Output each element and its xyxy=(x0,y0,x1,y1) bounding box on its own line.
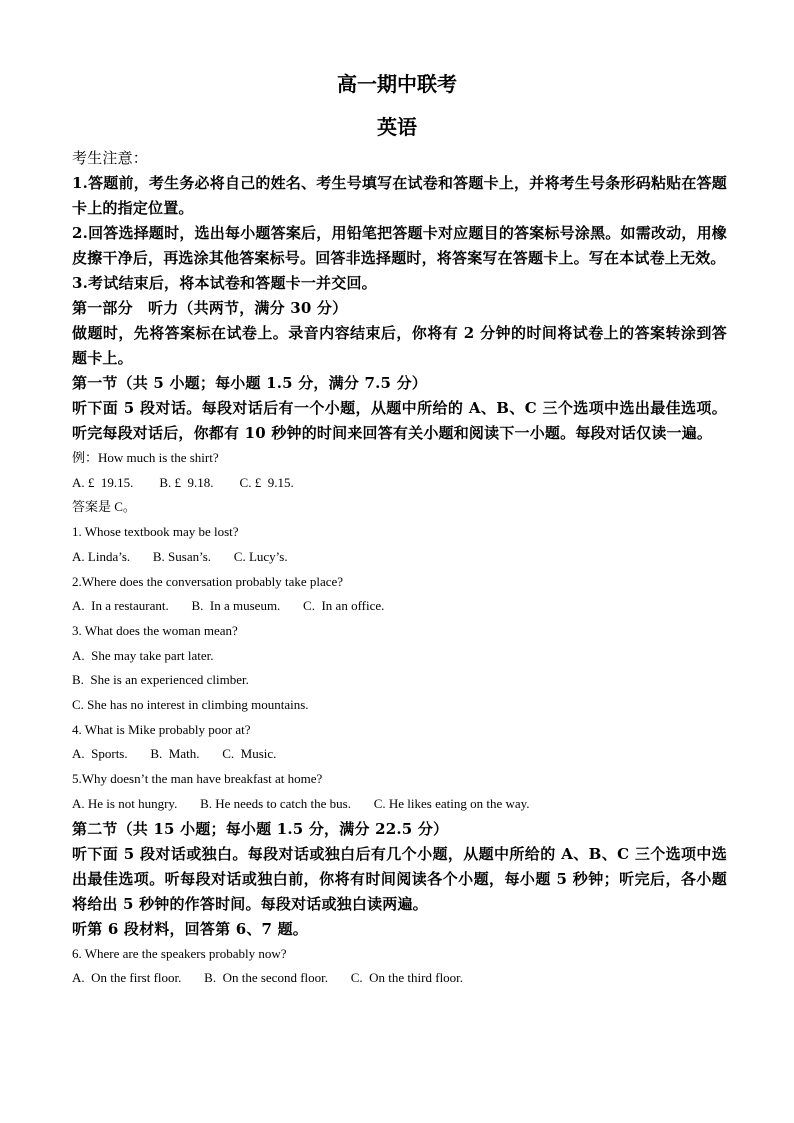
notice-item-2: 2.回答选择题时，选出每小题答案后，用铅笔把答题卡对应题目的答案标号涂黑。如需改动，用橡皮擦干净后，再选涂其他答案标号。回答非选择题时，将答案写在答题卡上。写在本试卷上无效。 xyxy=(72,224,727,267)
question-5-options: A. He is not hungry. B. He needs to catch the bus. C. He likes eating on the way. xyxy=(72,795,530,811)
question-4: 4. What is Mike probably poor at? xyxy=(72,721,251,737)
example-question: 例：How much is the shirt? xyxy=(72,450,219,465)
question-3-option-c: C. She has no interest in climbing mountains. xyxy=(72,697,309,713)
question-5: 5.Why doesn’t the man have breakfast at home? xyxy=(72,771,323,787)
section2-instruction: 听下面 5 段对话或独白。每段对话或独白后有几个小题，从题中所给的 A、B、C 三个选项中选出最佳选项。听每段对话或独白前，你将有时间阅读各个小题，每小题 5 秒钟；听完后，各小题将给出 5 秒钟的作答时间。每段对话或独白读两遍。 xyxy=(72,844,727,913)
exam-content xyxy=(72,146,727,991)
notice-heading: 考生注意： xyxy=(72,149,149,167)
section2-heading: 第二节（共 15 小题；每小题 1.5 分，满分 22.5 分） xyxy=(72,819,449,838)
question-2-options: A. In a restaurant. B. In a museum. C. In an office. xyxy=(72,598,385,614)
part1-instruction: 做题时，先将答案标在试卷上。录音内容结束后，你将有 2 分钟的时间将试卷上的答案转涂到答题卡上。 xyxy=(72,324,727,367)
notice-item-3: 3.考试结束后，将本试卷和答题卡一并交回。 xyxy=(72,274,377,292)
example-answer: 答案是 C。 xyxy=(72,499,136,515)
exam-title: 高一期中联考 xyxy=(337,72,457,96)
section1-heading: 第一节（共 5 小题；每小题 1.5 分，满分 7.5 分） xyxy=(72,374,427,392)
exam-subject: 英语 xyxy=(377,115,417,139)
question-3-option-b: B. She is an experienced climber. xyxy=(72,672,249,688)
question-6-options: A. On the first floor. B. On the second floor. C. On the third floor. xyxy=(72,970,464,986)
example-options: A. £ 19.15. B. £ 9.18. C. £ 9.15. xyxy=(72,474,294,490)
material-6-heading: 听第 6 段材料，回答第 6、7 题。 xyxy=(72,919,309,938)
section1-instruction: 听下面 5 段对话。每段对话后有一个小题，从题中所给的 A、B、C 三个选项中选出最佳选项。听完每段对话后，你都有 10 秒钟的时间来回答有关小题和阅读下一小题。每段对话仅读一遍。 xyxy=(72,399,727,442)
part1-heading: 第一部分 听力（共两节，满分 30 分） xyxy=(72,299,348,317)
question-3-option-a: A. She may take part later. xyxy=(72,647,214,663)
question-1: 1. Whose textbook may be lost? xyxy=(72,524,239,540)
notice-item-1: 1.答题前，考生务必将自己的姓名、考生号填写在试卷和答题卡上，并将考生号条形码粘贴在答题卡上的指定位置。 xyxy=(72,174,727,217)
question-2: 2.Where does the conversation probably take place? xyxy=(72,573,344,589)
question-3: 3. What does the woman mean? xyxy=(72,622,238,638)
question-4-options: A. Sports. B. Math. C. Music. xyxy=(72,746,277,762)
question-1-options: A. Linda’s. B. Susan’s. C. Lucy’s. xyxy=(72,548,288,564)
question-6: 6. Where are the speakers probably now? xyxy=(72,945,287,961)
